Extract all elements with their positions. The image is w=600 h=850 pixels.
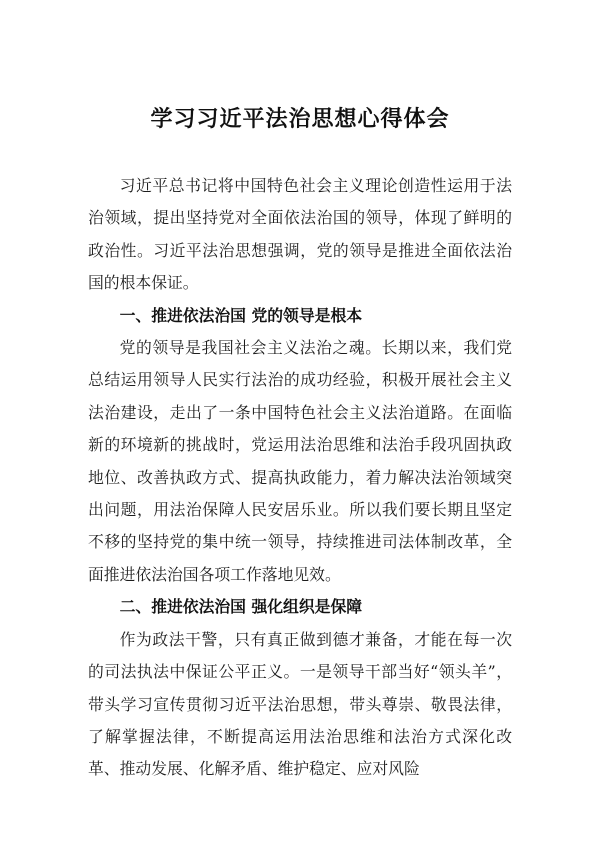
intro-paragraph: 习近平总书记将中国特色社会主义理论创造性运用于法治领域，提出坚持党对全面依法治国的领导，体现了鲜明的政治性。习近平法治思想强调，党的领导是推进全面依法治国的根本保证。: [88, 176, 512, 293]
section-paragraph-2: 作为政法干警，只有真正做到德才兼备，才能在每一次的司法执法中保证公平正义。一是领导干部当好“领头羊”，带头学习宣传贯彻习近平法治思想，带头尊崇、敬畏法律，了解掌握法律，不断提高运用法治思维和法治方式深化改革、推动发展、化解矛盾、维护稳定、应对风险: [88, 629, 512, 779]
section-paragraph-1: 党的领导是我国社会主义法治之魂。长期以来，我们党总结运用领导人民实行法治的成功经验，积极开展社会主义法治建设，走出了一条中国特色社会主义法治道路。在面临新的环境新的挑战时，党运用法治思维和法治手段巩固执政地位、改善执政方式、提高执政能力，着力解决法治领域突出问题，用法治保障人民安居乐业。所以我们要长期且坚定不移的坚持党的集中统一领导，持续推进司法体制改革，全面推进依法治国各项工作落地见效。: [88, 338, 512, 584]
document-title: 学习习近平法治思想心得体会: [150, 107, 450, 132]
section-heading-2: 二、推进依法治国 强化组织是保障: [119, 597, 363, 617]
document-body: [88, 170, 512, 786]
section-heading-1: 一、推进依法治国 党的领导是根本: [119, 305, 363, 325]
